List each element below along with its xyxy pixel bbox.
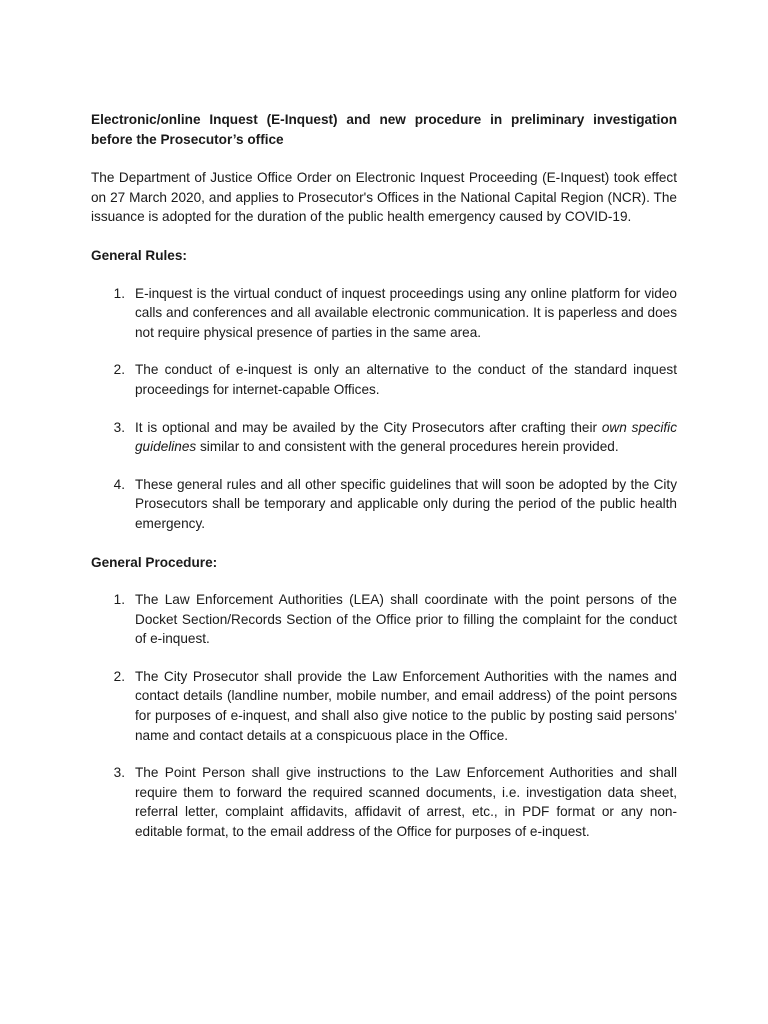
document-title: Electronic/online Inquest (E-Inquest) and new procedure in preliminary investigation before the Prosecutor’s office — [91, 112, 677, 147]
list-item — [91, 418, 677, 457]
general-rules-heading: General Rules: — [91, 247, 187, 263]
list-item-text-italic: own specific guidelines — [135, 419, 677, 455]
list-item-text: The conduct of e-inquest is only an alternative to the conduct of the standard inquest proceedings for internet-capable Offices. — [135, 362, 677, 397]
general-rules-list — [91, 284, 677, 534]
intro-paragraph: The Department of Justice Office Order on Electronic Inquest Proceeding (E-Inquest) took effect on 27 March 2020, and applies to Prosecutor's Offices in the National Capital Region (NCR). The issuance is adopted for the duration of the public health emergency caused by COVID-19. — [91, 170, 677, 225]
list-item — [91, 763, 677, 841]
list-item-text: These general rules and all other specific guidelines that will soon be adopted by the City Prosecutors shall be temporary and applicable only during the period of the public health emergency. — [135, 476, 677, 531]
list-item — [91, 667, 677, 745]
list-item-text — [135, 418, 677, 457]
list-item-text-part: It is optional and may be availed by the City Prosecutors after crafting their — [135, 419, 602, 435]
list-item-number: 1. — [113, 285, 125, 301]
document-page — [91, 110, 677, 842]
list-item-number: 3. — [113, 765, 125, 781]
general-procedure-list — [91, 590, 677, 842]
list-item-number: 1. — [113, 592, 125, 608]
list-item-number: 4. — [113, 476, 125, 492]
list-item-number: 3. — [113, 419, 125, 435]
list-item-text: The City Prosecutor shall provide the Law Enforcement Authorities with the names and contact details (landline number, mobile number, and email address) of the point persons for purposes of e-inquest, and shall also give notice to the public by posting said persons' name and contact details at a conspicuous place in the Office. — [135, 668, 677, 743]
list-item-text-part: similar to and consistent with the general procedures herein provided. — [196, 439, 619, 455]
list-item — [91, 475, 677, 534]
list-item — [91, 284, 677, 343]
list-item — [91, 590, 677, 649]
list-item-number: 2. — [113, 668, 125, 684]
list-item-text: The Law Enforcement Authorities (LEA) shall coordinate with the point persons of the Docket Section/Records Section of the Office prior to filling the complaint for the conduct of e-inquest. — [135, 592, 677, 647]
list-item-text: E-inquest is the virtual conduct of inquest proceedings using any online platform for video calls and conferences and all available electronic communication. It is paperless and does not require physical presence of parties in the same area. — [135, 285, 677, 340]
list-item — [91, 360, 677, 399]
list-item-number: 2. — [113, 362, 125, 378]
general-procedure-heading: General Procedure: — [91, 554, 218, 570]
list-item-text: The Point Person shall give instructions to the Law Enforcement Authorities and shall require them to forward the required scanned documents, i.e. investigation data sheet, referral letter, complaint affidavits, affidavit of arrest, etc., in PDF format or any non-editable format, to the email address of the Office for purposes of e-inquest. — [135, 765, 677, 840]
